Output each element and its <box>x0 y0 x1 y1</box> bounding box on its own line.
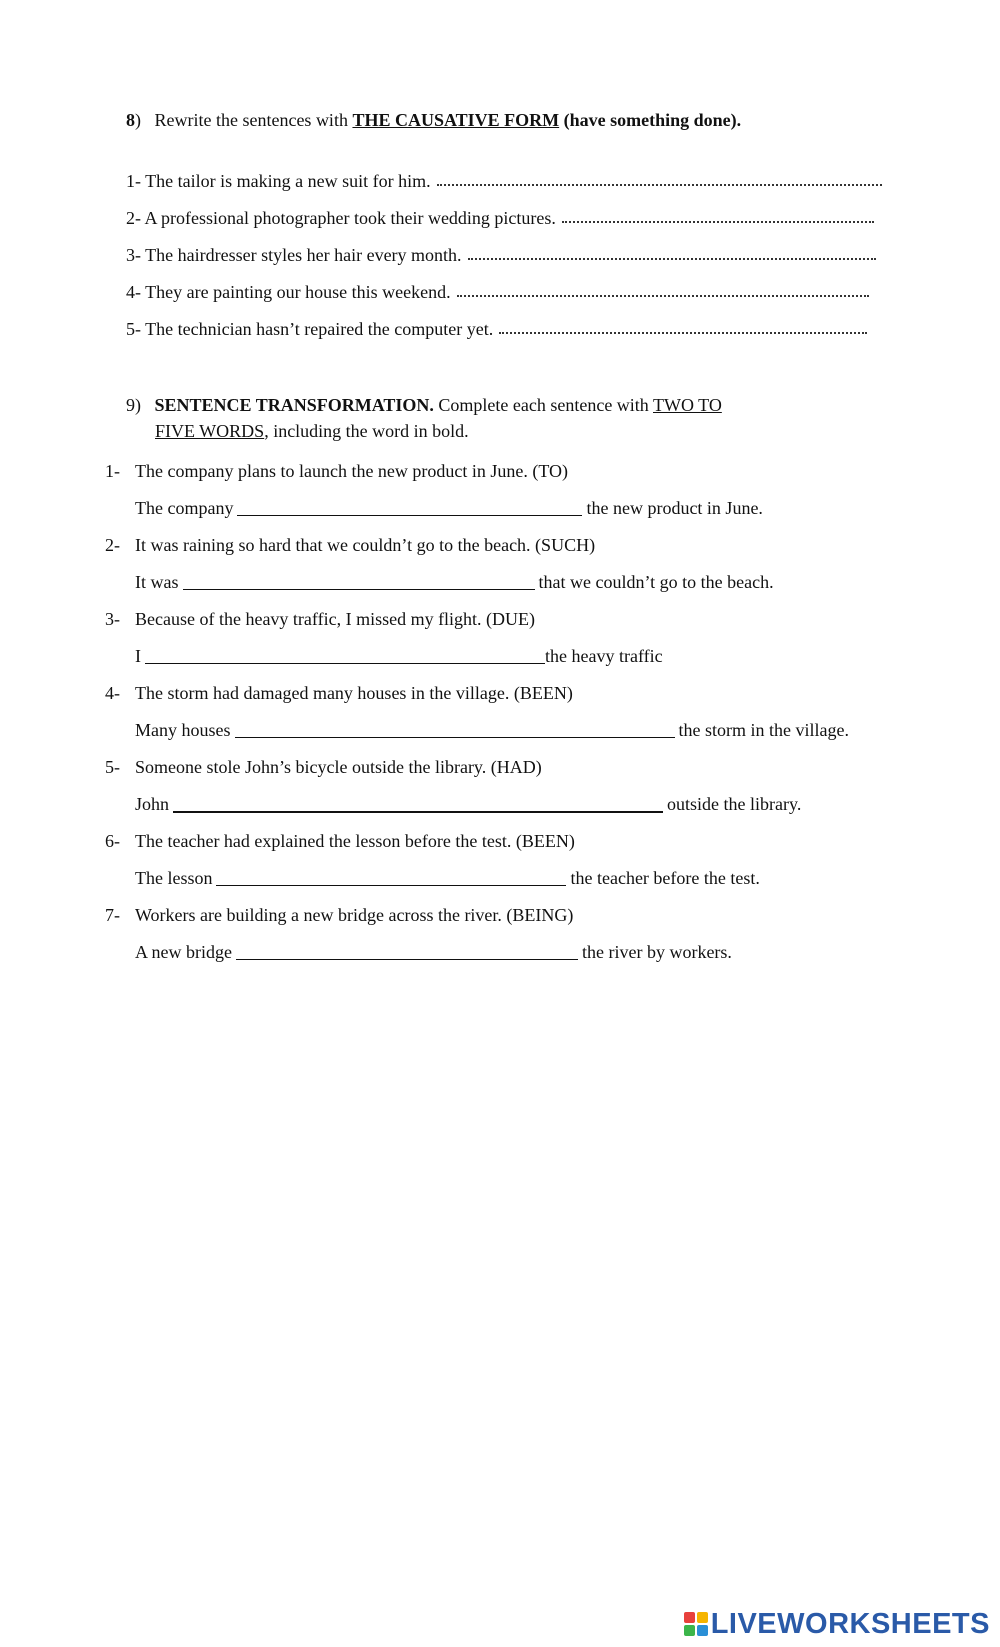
answer-input-8-5[interactable] <box>499 318 867 334</box>
section-8-form-name: THE CAUSATIVE FORM <box>352 110 560 130</box>
section-9-word-range: TWO TO <box>653 395 722 415</box>
section-8-heading <box>126 109 741 131</box>
item-number: 3- <box>105 609 120 629</box>
answer-input-9-4[interactable] <box>235 719 675 738</box>
answer-input-8-4[interactable] <box>457 281 869 297</box>
section-9-instruction: Complete each sentence with <box>438 395 649 415</box>
item-prompt: Workers are building a new bridge across the river. (BEING) <box>135 905 574 925</box>
answer-after: the new product in June. <box>586 498 763 518</box>
answer-after: the heavy traffic <box>545 646 663 666</box>
answer-after: that we couldn’t go to the beach. <box>538 572 774 592</box>
answer-input-9-6[interactable] <box>216 867 566 886</box>
item-number: 2- <box>105 535 120 555</box>
answer-before: Many houses <box>135 720 231 740</box>
section-8-intro: Rewrite the sentences with <box>154 110 348 130</box>
answer-input-8-1[interactable] <box>437 170 882 186</box>
item-prompt: The teacher had explained the lesson before the test. (BEEN) <box>135 831 575 851</box>
answer-after: the teacher before the test. <box>570 868 760 888</box>
answer-after: the river by workers. <box>581 942 732 962</box>
section-8-item-text: 3- The hairdresser styles her hair every month. <box>126 245 462 265</box>
section-8-item <box>126 170 886 192</box>
answer-after: the storm in the village. <box>678 720 849 740</box>
section-9-heading-cont <box>155 420 469 442</box>
item-number: 5- <box>105 757 120 777</box>
section-9-title: SENTENCE TRANSFORMATION. <box>154 395 434 415</box>
answer-before: It was <box>135 572 179 592</box>
item-answer-line <box>135 497 763 519</box>
section-9-instruction-cont: , including the word in bold. <box>264 421 469 441</box>
answer-after: outside the library. <box>667 794 802 814</box>
answer-before: The company <box>135 498 234 518</box>
liveworksheets-logo <box>684 1608 990 1640</box>
section-9-heading <box>126 394 722 416</box>
section-8-form-note: (have something done). <box>563 110 742 130</box>
item-prompt: Because of the heavy traffic, I missed my flight. (DUE) <box>135 609 536 629</box>
section-8-item-text: 2- A professional photographer took their wedding pictures. <box>126 208 556 228</box>
item-answer-line <box>135 571 774 593</box>
section-8-number: 8 <box>126 110 135 130</box>
item-prompt: The storm had damaged many houses in the village. (BEEN) <box>135 683 573 703</box>
item-answer-line <box>135 941 732 963</box>
section-9-number: 9) <box>126 395 141 415</box>
section-9-word-range-cont: FIVE WORDS <box>155 421 265 441</box>
section-8-item-text: 4- They are painting our house this weekend. <box>126 282 451 302</box>
liveworksheets-logo-text: LIVEWORKSHEETS <box>710 1607 990 1640</box>
section-8-item-text: 5- The technician hasn’t repaired the computer yet. <box>126 319 494 339</box>
section-8-item <box>126 318 871 340</box>
answer-input-8-2[interactable] <box>562 207 874 223</box>
item-answer-line <box>135 793 801 815</box>
section-8-paren: ) <box>135 110 141 130</box>
item-prompt: It was raining so hard that we couldn’t go to the beach. (SUCH) <box>135 535 596 555</box>
answer-input-9-3[interactable] <box>145 645 545 664</box>
liveworksheets-logo-icon <box>684 1612 708 1636</box>
answer-before: A new bridge <box>135 942 232 962</box>
item-number: 1- <box>105 461 120 481</box>
answer-input-9-2[interactable] <box>183 571 535 590</box>
section-8-item <box>126 281 873 303</box>
item-number: 6- <box>105 831 120 851</box>
item-prompt: The company plans to launch the new product in June. (TO) <box>135 461 569 481</box>
answer-input-9-7[interactable] <box>236 941 578 960</box>
item-answer-line <box>135 645 663 667</box>
item-answer-line <box>135 867 760 889</box>
item-number: 4- <box>105 683 120 703</box>
section-8-item <box>126 207 878 229</box>
item-number: 7- <box>105 905 120 925</box>
item-prompt: Someone stole John’s bicycle outside the library. (HAD) <box>135 757 542 777</box>
answer-input-9-5[interactable] <box>173 793 663 813</box>
item-answer-line <box>135 719 849 741</box>
answer-before: I <box>135 646 141 666</box>
answer-input-9-1[interactable] <box>237 497 582 516</box>
section-8-item <box>126 244 880 266</box>
answer-input-8-3[interactable] <box>468 244 876 260</box>
answer-before: The lesson <box>135 868 213 888</box>
section-8-item-text: 1- The tailor is making a new suit for him. <box>126 171 431 191</box>
answer-before: John <box>135 794 170 814</box>
